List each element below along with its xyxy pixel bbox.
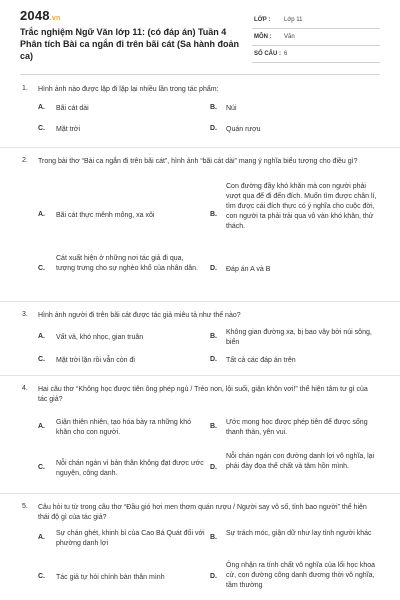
option-letter: B. [210, 211, 217, 218]
option-text[interactable]: Mặt trời [56, 126, 81, 133]
meta-value: 6 [284, 51, 288, 57]
option-letter: C. [38, 265, 45, 272]
option-text[interactable]: Núi [226, 105, 237, 112]
option-letter: B. [210, 534, 217, 541]
meta-table [252, 12, 380, 63]
option-text[interactable]: Ước mong học được phép tiên để được sống thanh thản, yên vui. [226, 419, 368, 436]
option-text[interactable]: Nỗi chán ngán con đường danh lợi vô nghĩa, lại phải đày đọa thể chất và tâm hồn mình. [226, 453, 375, 470]
option-letter: C. [38, 573, 45, 580]
question-text: Hình ảnh người đi trên bãi cát được tác giả miêu tả như thế nào? [38, 312, 241, 319]
meta-row-subject [252, 29, 380, 46]
option-text[interactable]: Tất cả các đáp án trên [226, 357, 296, 364]
option-letter: B. [210, 333, 217, 340]
option-text[interactable]: Bãi cát dài [56, 105, 89, 112]
option-letter: A. [38, 211, 45, 218]
question-1 [0, 76, 400, 148]
option-letter: D. [210, 356, 217, 363]
option-text[interactable]: Sự chán ghét, khinh bỉ của Cao Bá Quát đối với phường danh lợi [56, 530, 205, 547]
question-4 [0, 376, 400, 494]
option-letter: C. [38, 464, 45, 471]
document-header [0, 0, 400, 74]
option-text[interactable]: Cát xuất hiện ở những nơi tác giả đi qua, tượng trưng cho sự nghèo khổ của nhân dân. [56, 255, 199, 272]
option-letter: A. [38, 423, 45, 430]
option-letter: A. [38, 333, 45, 340]
option-text[interactable]: Ông nhận ra tính chất vô nghĩa của lối học khoa cử, con đường công danh đương thời vô nghĩa, tầm thường [226, 562, 376, 589]
option-letter: A. [38, 104, 45, 111]
meta-row-class [252, 12, 380, 29]
question-number: 3. [22, 311, 28, 318]
option-letter: C. [38, 125, 45, 132]
option-letter: B. [210, 104, 217, 111]
question-text: Câu hỏi tu từ trong câu thơ “Đầu gió hơi men thơm quán rượu / Người say vô số, tỉnh bao người” thể hiện thái độ gì của tác giả? [38, 504, 367, 521]
meta-key: SỐ CÂU : [254, 51, 281, 57]
logo-suffix: .vn [49, 15, 61, 22]
meta-value: Lớp 11 [284, 17, 303, 23]
option-letter: D. [210, 125, 217, 132]
question-number: 4. [22, 385, 28, 392]
question-number: 1. [22, 85, 28, 92]
option-text[interactable]: Vất vả, khó nhọc, gian truân [56, 334, 144, 341]
meta-row-count [252, 46, 380, 63]
option-text[interactable]: Nỗi chán ngán vì bản thân không đạt được ước nguyện, công danh. [56, 460, 204, 477]
meta-value: Văn [284, 34, 295, 40]
option-letter: D. [210, 265, 217, 272]
question-number: 2. [22, 157, 28, 164]
option-text[interactable]: Mặt trời lặn rồi vẫn còn đi [56, 357, 135, 364]
question-number: 5. [22, 503, 28, 510]
logo-main: 2048 [20, 8, 50, 23]
question-list [0, 76, 400, 600]
question-text: Hai câu thơ “Không học được tiên ông phép ngủ / Trèo non, lội suối, giận khôn vơi!” thể hiện tâm tư gì của tác giả? [38, 386, 368, 403]
header-divider [20, 74, 380, 75]
option-letter: D. [210, 573, 217, 580]
question-text: Trong bài thơ “Bài ca ngắn đi trên bãi cát”, hình ảnh “bãi cát dài” mang ý nghĩa biểu tượng cho điều gì? [38, 158, 358, 165]
option-text[interactable]: Sự trách móc, giận dữ như lay tỉnh người khác [226, 530, 372, 537]
meta-key: MÔN : [254, 34, 272, 40]
question-5 [0, 494, 400, 600]
option-text[interactable]: Giận thiên nhiên, tạo hóa bày ra những khó khăn cho con người. [56, 419, 192, 436]
document-title: Trắc nghiệm Ngữ Văn lớp 11: (có đáp án) Tuần 4 Phân tích Bài ca ngắn đi trên bãi cát (Sa hành đoản ca) [20, 27, 240, 61]
option-text[interactable]: Quán rượu [226, 126, 261, 133]
option-letter: C. [38, 356, 45, 363]
option-letter: D. [210, 464, 217, 471]
question-3 [0, 302, 400, 376]
site-logo[interactable] [20, 8, 60, 23]
question-text: Hình ảnh nào được lặp đi lặp lại nhiều lần trong tác phẩm: [38, 86, 219, 93]
option-text[interactable]: Đáp án A và B [226, 266, 271, 273]
meta-key: LỚP : [254, 17, 271, 23]
option-text[interactable]: Tác giả tự hỏi chính bản thân mình [56, 574, 165, 581]
option-text[interactable]: Không gian đường xa, bị bao vây bởi núi sông, biển [226, 329, 372, 346]
option-letter: A. [38, 534, 45, 541]
option-letter: B. [210, 423, 217, 430]
question-2 [0, 148, 400, 302]
option-text[interactable]: Con đường đầy khó khăn mà con người phải vượt qua để đi đến đích. Muốn tìm được chân lí, tìm được cái đích thực có ý nghĩa cho cuộc đời, con người ta phải trải qua vô vàn khó khăn, thử thách. [226, 183, 377, 230]
option-text[interactable]: Bãi cát thực mênh mông, xa xôi [56, 212, 155, 219]
